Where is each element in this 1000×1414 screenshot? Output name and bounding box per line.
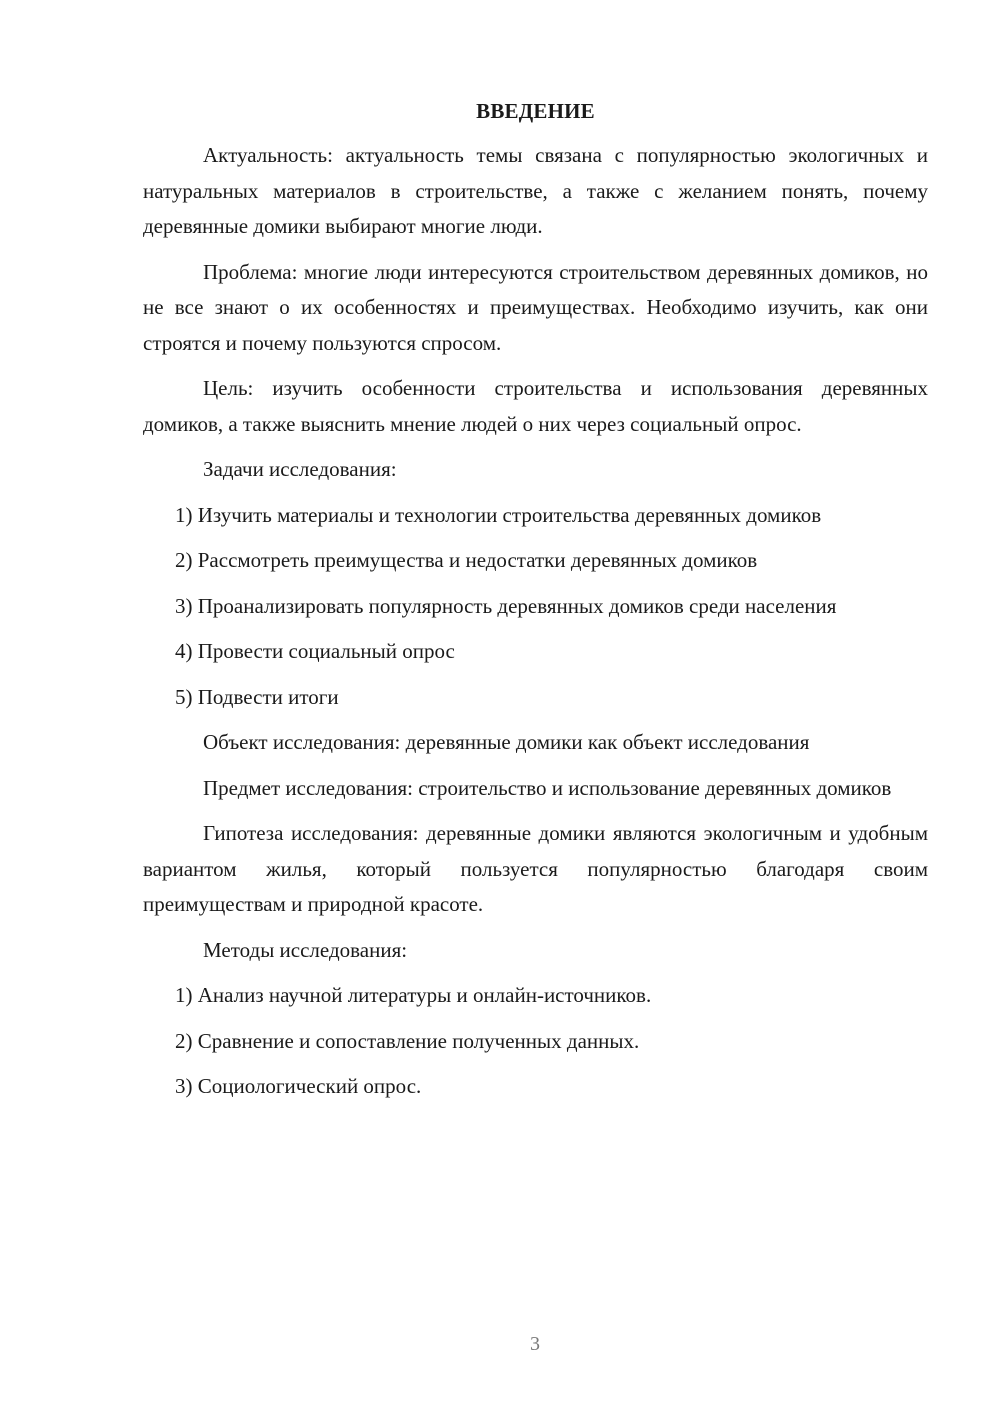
hypothesis-paragraph: Гипотеза исследования: деревянные домики являются экологичным и удобным вариантом жилья, который пользуется популярностью благодаря своим преимуществам и природной красоте. — [143, 821, 928, 916]
task-item-1: 1) Изучить материалы и технологии строительства деревянных домиков — [175, 502, 822, 527]
task-item-3: 3) Проанализировать популярность деревянных домиков среди населения — [175, 593, 837, 618]
task-item-2: 2) Рассмотреть преимущества и недостатки деревянных домиков — [175, 548, 758, 572]
document-page — [143, 96, 928, 1115]
methods-heading: Методы исследования: — [203, 937, 408, 962]
tasks-heading: Задачи исследования: — [203, 457, 397, 481]
relevance-paragraph: Актуальность: актуальность темы связана с популярностью экологичных и натуральных материалов в строительстве, а также с желанием понять, почему деревянные домики выбирают многие люди. — [143, 143, 928, 238]
method-item-3: 3) Социологический опрос. — [175, 1074, 422, 1098]
method-item-2: 2) Сравнение и сопоставление полученных данных. — [175, 1028, 640, 1053]
problem-paragraph: Проблема: многие люди интересуются строительством деревянных домиков, но не все знают о их особенностях и преимуществах. Необходимо изучить, как они строятся и почему пользуются спросом. — [143, 259, 928, 355]
section-title: ВВЕДЕНИЕ — [476, 99, 595, 123]
task-item-5: 5) Подвести итоги — [175, 684, 339, 709]
task-item-4: 4) Провести социальный опрос — [175, 639, 455, 663]
goal-paragraph: Цель: изучить особенности строительства и использования деревянных домиков, а также выяснить мнение людей о них через социальный опрос. — [143, 376, 928, 436]
page-number: 3 — [530, 1333, 540, 1355]
subject-paragraph: Предмет исследования: строительство и использование деревянных домиков — [203, 775, 892, 800]
method-item-1: 1) Анализ научной литературы и онлайн-источников. — [175, 983, 652, 1007]
object-paragraph: Объект исследования: деревянные домики как объект исследования — [203, 730, 810, 754]
